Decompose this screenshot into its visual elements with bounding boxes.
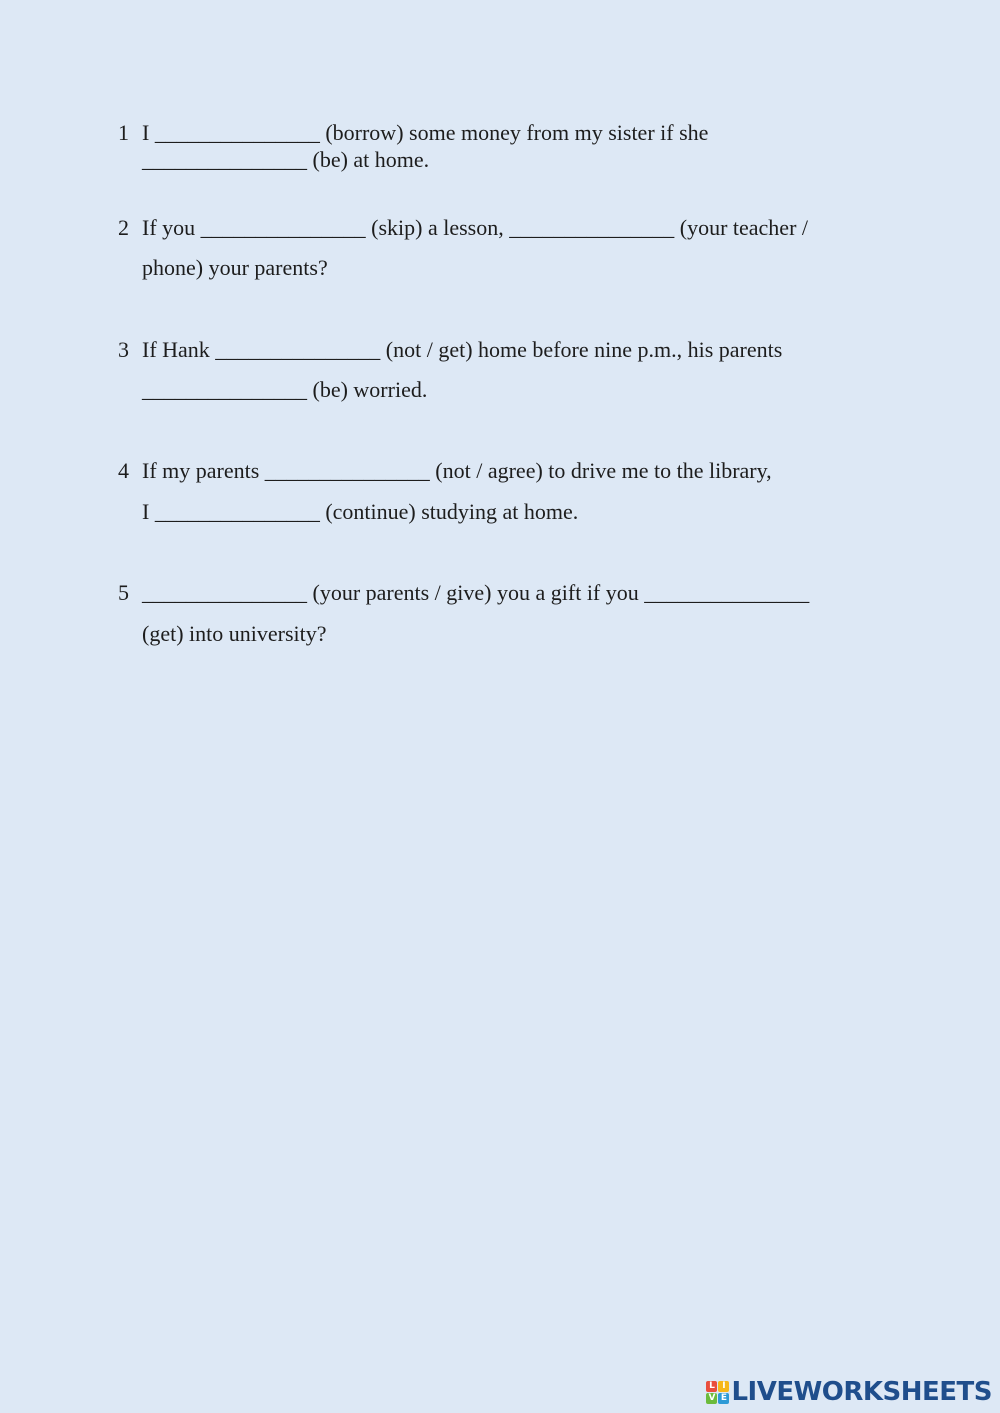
question-number: 4 xyxy=(118,458,129,483)
question-text-line: _______________ (be) at home. xyxy=(142,147,430,172)
logo-text: LIVEWORKSHEETS xyxy=(731,1377,992,1407)
question-text-line: If you _______________ (skip) a lesson, _______________ (your teacher / xyxy=(142,215,809,240)
question-text-line: I _______________ (continue) studying at home. xyxy=(142,499,579,524)
liveworksheets-logo xyxy=(706,1377,992,1407)
logo-mark-letter: E xyxy=(718,1393,729,1404)
question-text-line: _______________ (be) worried. xyxy=(142,377,428,402)
question-text-line: If Hank _______________ (not / get) home before nine p.m., his parents xyxy=(142,337,783,362)
question-number: 3 xyxy=(118,337,129,362)
question-text-line: (get) into university? xyxy=(142,621,327,646)
question-number: 5 xyxy=(118,580,129,605)
question-text-line: If my parents _______________ (not / agree) to drive me to the library, xyxy=(142,458,772,483)
question-text-line: I _______________ (borrow) some money from my sister if she xyxy=(142,120,709,145)
logo-mark-letter: L xyxy=(706,1381,717,1392)
logo-mark-icon xyxy=(706,1381,729,1404)
question-text-line: _______________ (your parents / give) you a gift if you _______________ xyxy=(142,580,810,605)
question-number: 2 xyxy=(118,215,129,240)
question-number: 1 xyxy=(118,120,129,145)
question-text-line: phone) your parents? xyxy=(142,255,328,280)
logo-mark-letter: I xyxy=(718,1381,729,1392)
logo-mark-letter: V xyxy=(706,1393,717,1404)
